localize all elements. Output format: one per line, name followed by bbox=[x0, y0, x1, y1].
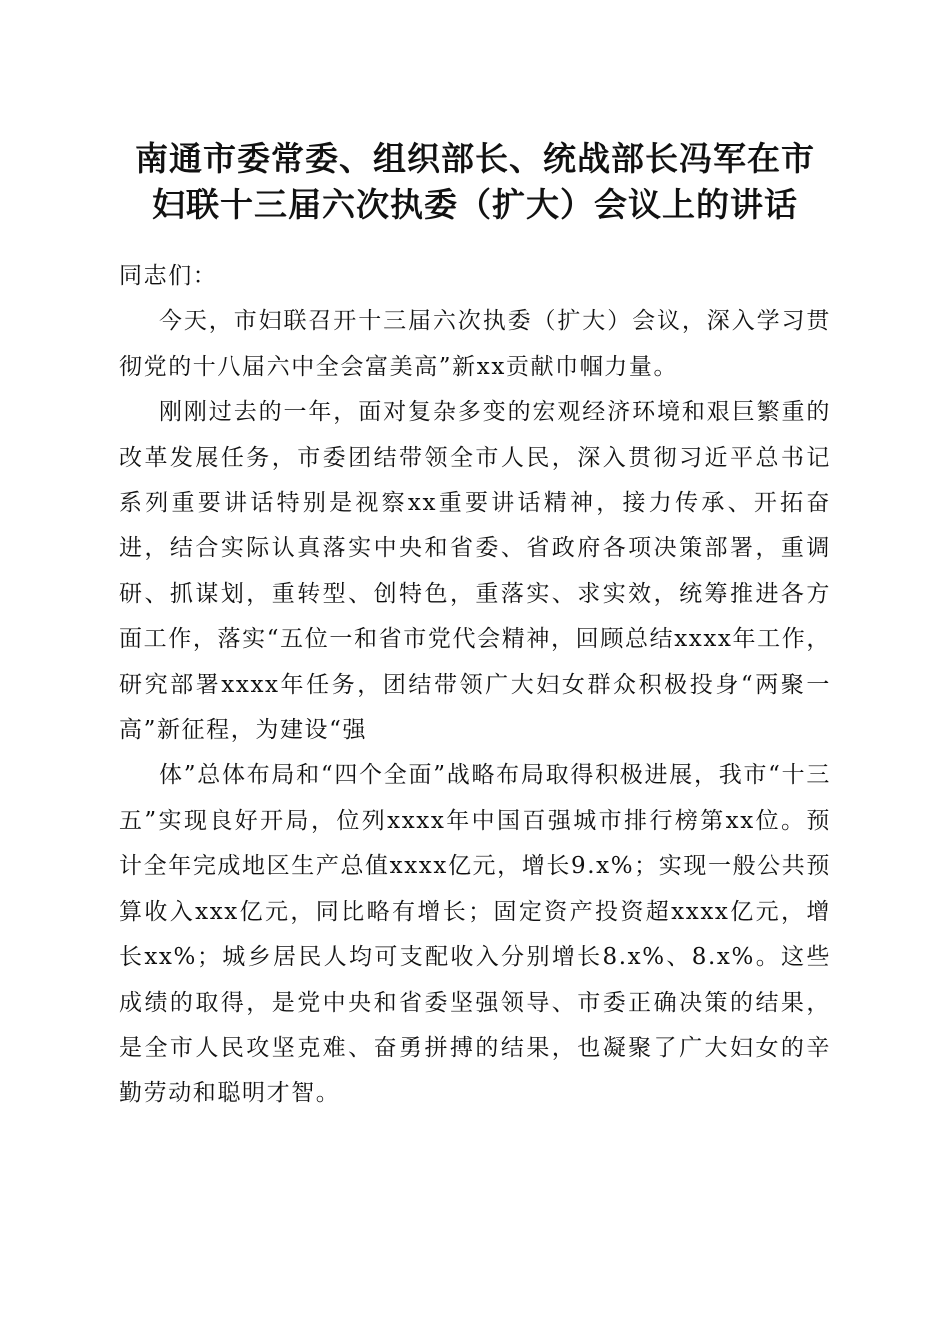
salutation: 同志们： bbox=[119, 263, 218, 289]
paragraph-2: 刚刚过去的一年，面对复杂多变的宏观经济环境和艰巨繁重的改革发展任务，市委团结带领全市人民，深入贯彻习近平总书记系列重要讲话特别是视察xx重要讲话精神，接力传承、开拓奋进，结合实际认真落实中央和省委、省政府各项决策部署，重调研、抓谋划，重转型、创特色，重落实、求实效，统筹推进各方面工作，落实“五位一和省市党代会精神，回顾总结xxxx年工作，研究部署xxxx年任务，团结带领广大妇女群众积极投身“两聚一高”新征程，为建设“强 bbox=[119, 399, 831, 744]
paragraph-1: 今天，市妇联召开十三届六次执委（扩大）会议，深入学习贯彻党的十八届六中全会富美高”新xx贡献巾帼力量。 bbox=[119, 308, 831, 380]
title-line-2: 妇联十三届六次执委（扩大）会议上的讲话 bbox=[152, 185, 798, 224]
document-title bbox=[100, 136, 850, 228]
document-body bbox=[119, 254, 831, 1117]
paragraph-3: 体”总体布局和“四个全面”战略布局取得积极进展，我市“十三五”实现良好开局，位列xxxx年中国百强城市排行榜第xx位。预计全年完成地区生产总值xxxx亿元，增长9.x%；实现一般公共预算收入xxx亿元，同比略有增长；固定资产投资超xxxx亿元，增长xx%；城乡居民人均可支配收入分别增长8.x%、8.x%。这些成绩的取得，是党中央和省委坚强领导、市委正确决策的结果，是全市人民攻坚克难、奋勇拼搏的结果，也凝聚了广大妇女的辛勤劳动和聪明才智。 bbox=[119, 762, 831, 1107]
title-line-1: 南通市委常委、组织部长、统战部长冯军在市 bbox=[135, 139, 815, 178]
